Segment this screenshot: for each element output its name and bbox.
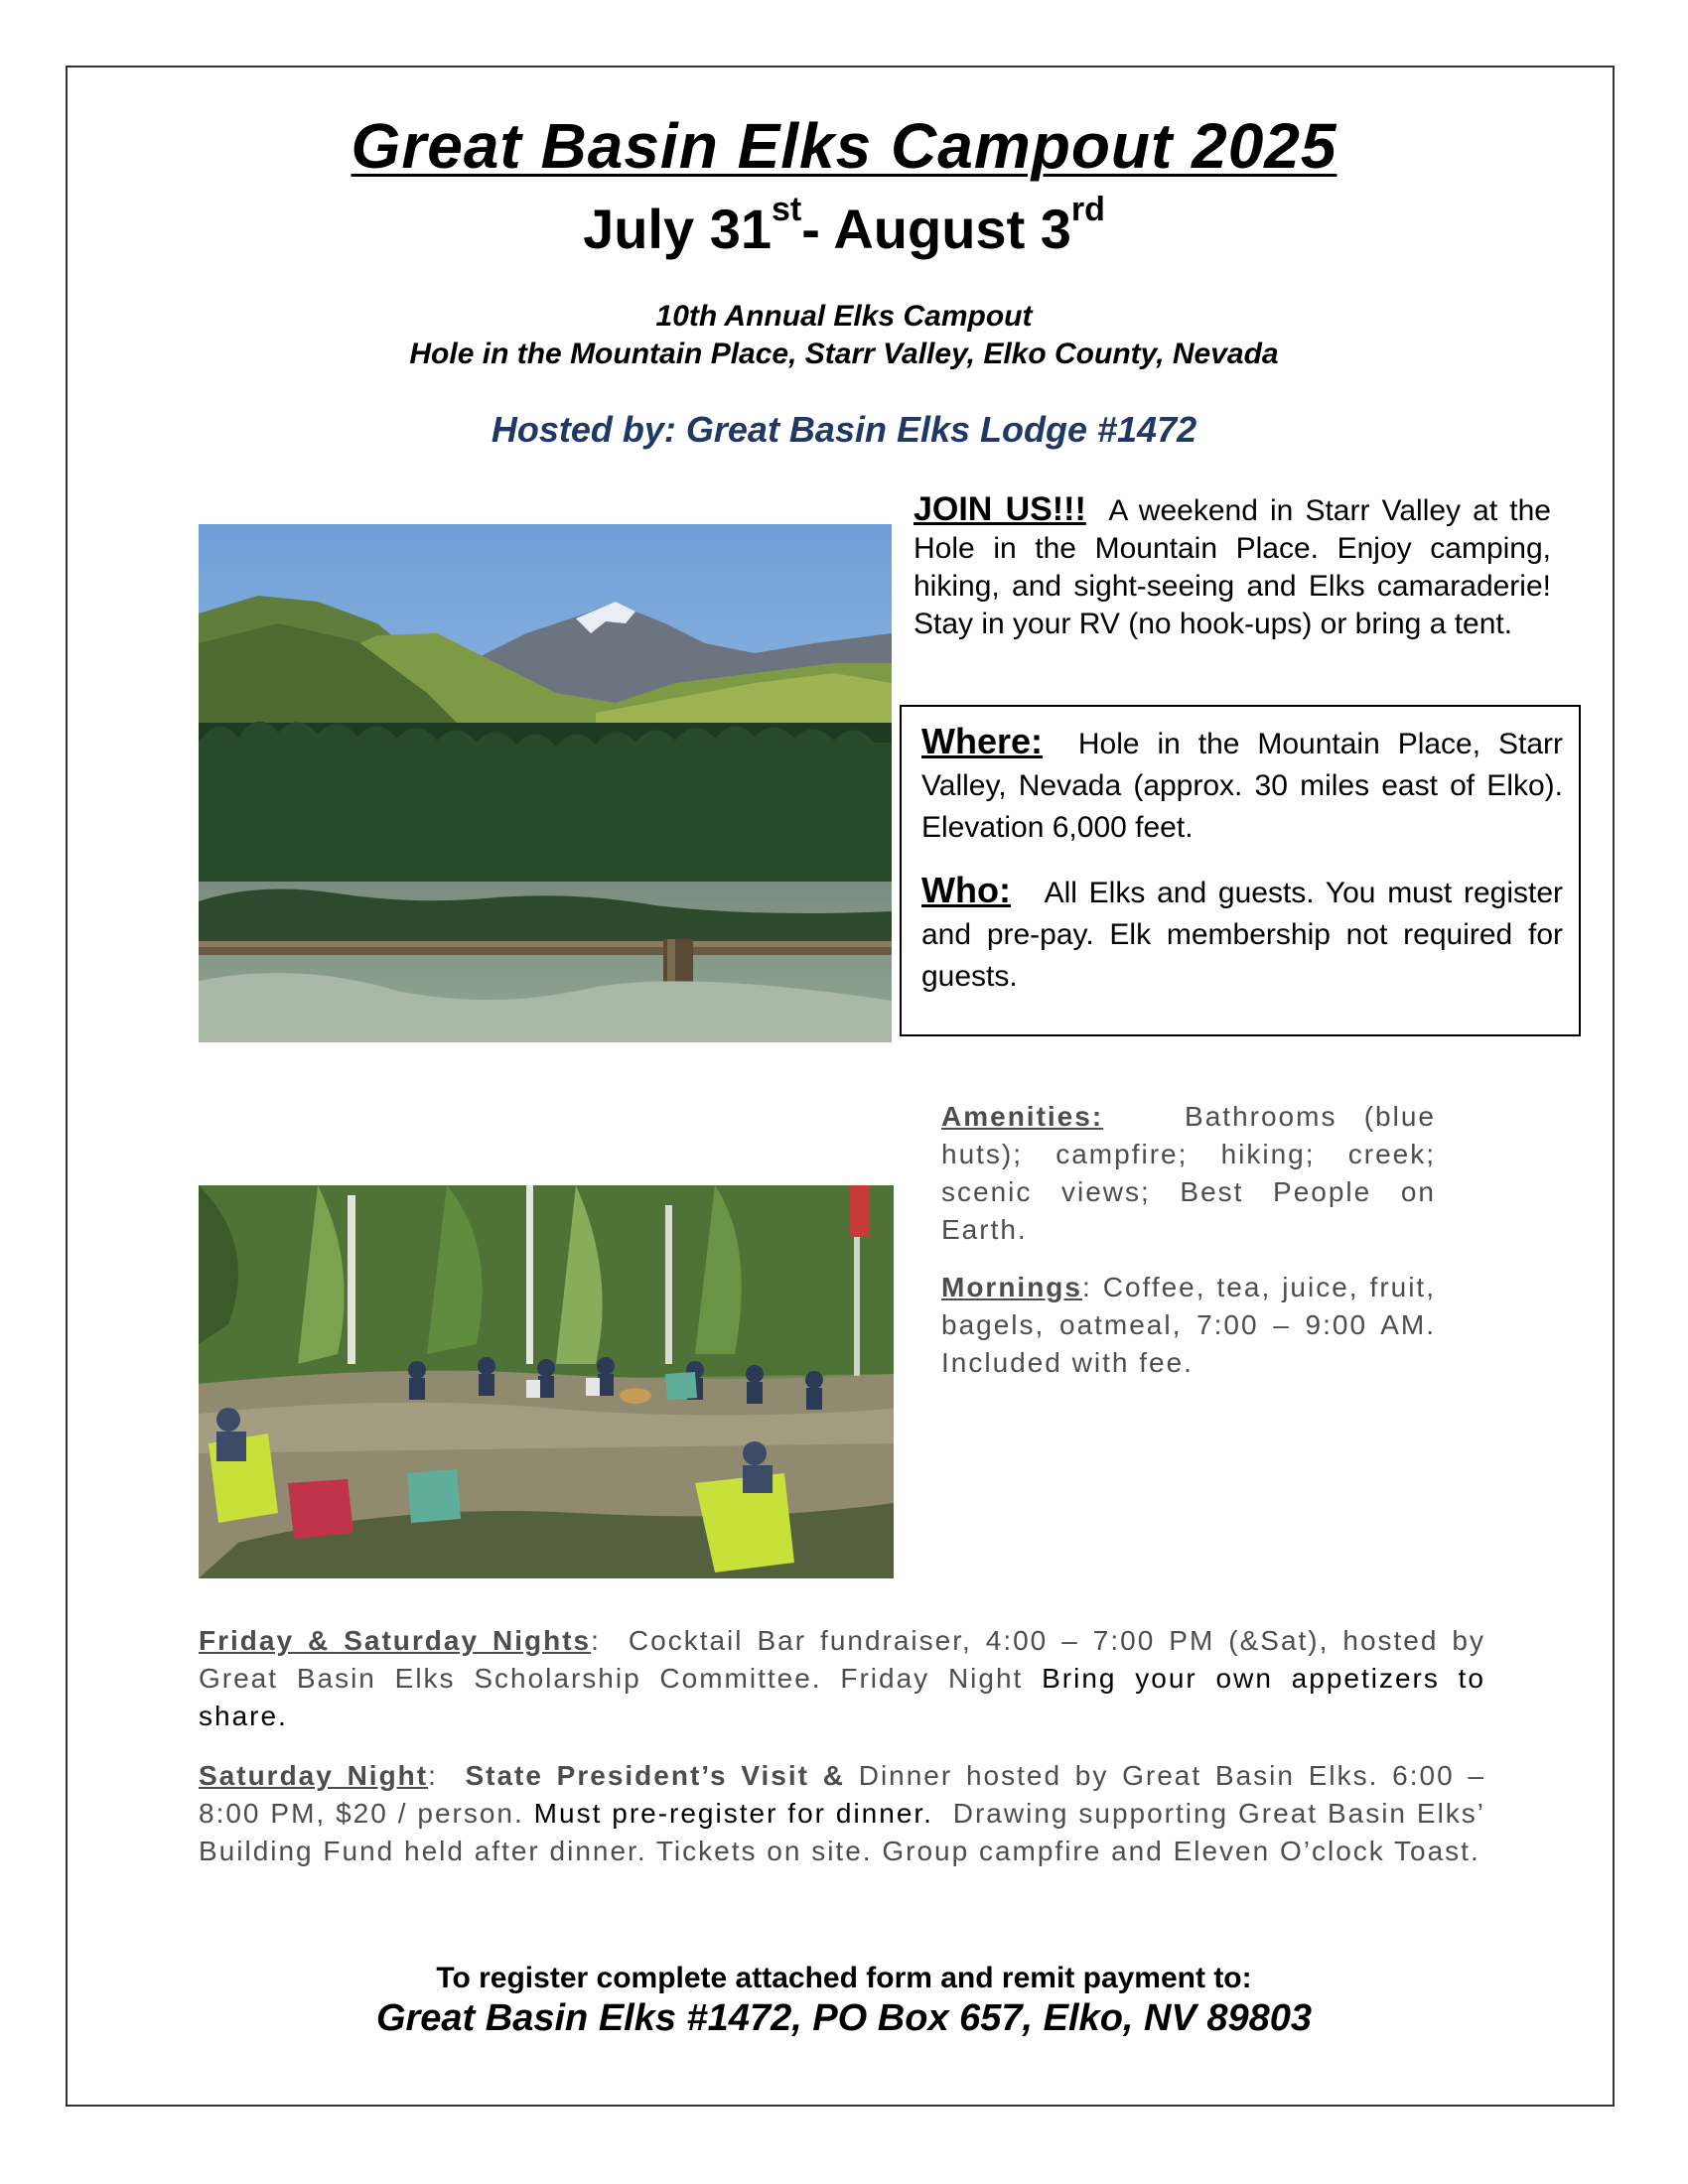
join-us-paragraph — [914, 490, 1551, 643]
register-instructions: To register complete attached form and remit payment to: — [436, 1962, 1252, 1994]
mailing-address: Great Basin Elks #1472, PO Box 657, Elko, NV 89803 — [375, 1997, 1313, 2039]
join-us-heading: JOIN US!!! — [914, 490, 1086, 528]
location-subtitle: Hole in the Mountain Place, Starr Valley, Elko County, Nevada — [409, 338, 1279, 370]
dinner-preregister-note: Must pre-register for dinner. — [533, 1798, 933, 1829]
who-text: All Elks and guests. You must register and pre-pay. Elk membership not required for guests. — [921, 877, 1563, 993]
join-us-text: A weekend in Starr Valley at the Hole in the Mountain Place. Enjoy camping, hiking, and sight-seeing and Elks camaraderie! Stay in your RV (no hook-ups) or bring a tent. — [914, 494, 1551, 640]
who-paragraph — [921, 870, 1563, 998]
end-date: August 3 — [833, 198, 1071, 260]
where-heading: Where: — [921, 721, 1044, 761]
friday-saturday-heading: Friday & Saturday Nights — [199, 1625, 592, 1656]
amenities-heading: Amenities: — [941, 1101, 1104, 1132]
hosted-by: Hosted by: Great Basin Elks Lodge #1472 — [491, 409, 1197, 450]
friday-appetizers-note: Bring your own appetizers to share. — [199, 1663, 1486, 1731]
start-date-suffix: st — [771, 191, 802, 228]
mornings-heading: Mornings — [941, 1272, 1082, 1302]
friday-saturday-paragraph — [199, 1622, 1485, 1735]
friday-saturday-colon: : — [591, 1625, 601, 1656]
friday-saturday-text: Cocktail Bar fundraiser, 4:00 – 7:00 PM (&Sat), hosted by Great Basin Elks Scholarship Committee. Friday Night — [199, 1625, 1486, 1694]
saturday-night-paragraph — [199, 1757, 1485, 1870]
where-text: Hole in the Mountain Place, Starr Valley, Nevada (approx. 30 miles east of Elko). Elevation 6,000 feet. — [921, 728, 1564, 844]
who-heading: Who: — [921, 870, 1011, 910]
annual-subtitle: 10th Annual Elks Campout — [655, 300, 1033, 333]
event-dates — [0, 191, 1688, 261]
saturday-drawing-text: Drawing supporting Great Basin Elks’ Building Fund held after dinner. Tickets on site. Group campfire and Eleven O’clock Toast. — [199, 1798, 1486, 1866]
saturday-night-heading: Saturday Night — [199, 1760, 429, 1791]
where-paragraph — [921, 721, 1563, 849]
saturday-dinner-text: Dinner hosted by Great Basin Elks. 6:00 – 8:00 PM, $20 / person. — [199, 1760, 1485, 1829]
mornings-paragraph — [941, 1269, 1436, 1382]
flyer-title: Great Basin Elks Campout 2025 — [351, 110, 1337, 182]
amenities-text: Bathrooms (blue huts); campfire; hiking; creek; scenic views; Best People on Earth. — [941, 1101, 1436, 1245]
saturday-night-colon: : — [428, 1760, 438, 1791]
mornings-text: Coffee, tea, juice, fruit, bagels, oatmeal, 7:00 – 9:00 AM. Included with fee. — [941, 1272, 1436, 1378]
campfire-gathering-photo — [199, 1185, 894, 1578]
amenities-paragraph — [941, 1098, 1436, 1249]
mountain-photo — [199, 524, 892, 1042]
mornings-colon: : — [1082, 1272, 1092, 1302]
end-date-suffix: rd — [1070, 191, 1105, 228]
state-president-visit: State President’s Visit & — [465, 1760, 845, 1791]
start-date: July 31 — [583, 198, 772, 260]
date-separator: - — [801, 198, 834, 260]
